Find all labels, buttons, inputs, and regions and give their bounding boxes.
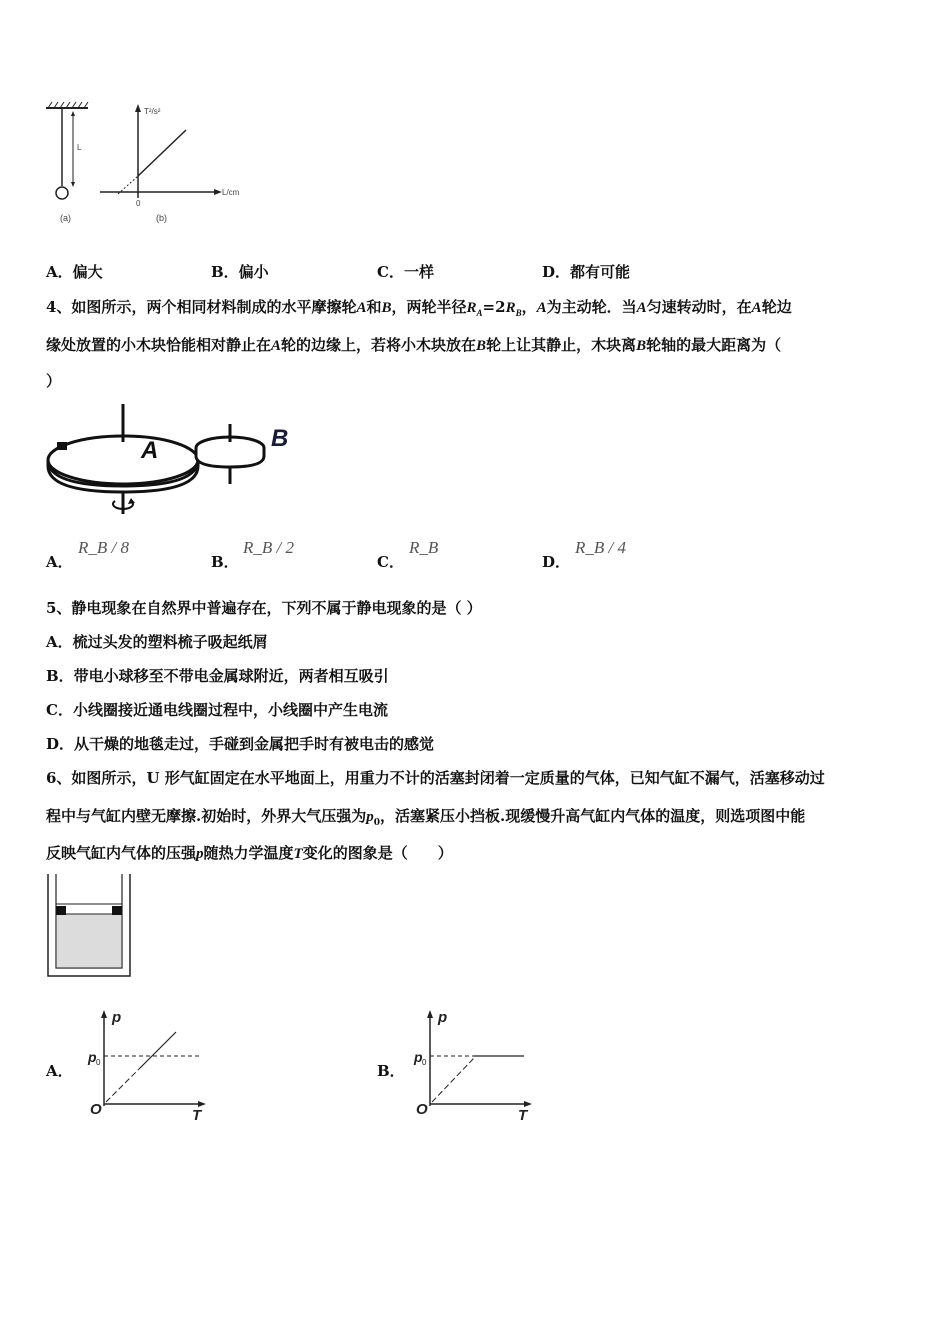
q3-option-b: B．偏小 [211,263,269,281]
q5-option-c: C．小线圈接近通电线圈过程中，小线圈中产生电流 [46,701,388,719]
q4-option-d-value: R_B / 4 [575,538,626,557]
q4-option-a-label: A． [46,553,73,571]
q3-option-c: C．一样 [377,263,434,281]
graph-a-p0-sub: 0 [96,1058,101,1067]
fig-b-x-label: L/cm [222,188,240,197]
q3-option-d: D．都有可能 [542,263,631,281]
fig-wheel-a-label: A [141,437,159,464]
q5-option-b: B．带电小球移至不带电金属球附近，两者相互吸引 [46,667,389,685]
fig-b-origin: 0 [136,199,141,208]
q6-option-b-label: B． [377,1062,405,1080]
q6-option-a-graph [84,1006,214,1126]
q5-option-a: A．梳过头发的塑料梳子吸起纸屑 [46,633,268,651]
q6-stem-line1: 6、如图所示，U 形气缸固定在水平地面上，用重力不计的活塞封闭着一定质量的气体，已知气缸不漏气，活塞移动过 [46,769,825,787]
q4-option-b-value: R_B / 2 [243,538,294,557]
graph-a-origin: O [90,1101,102,1118]
graph-b-p0-label: p [414,1049,423,1065]
q4-option-d-label: D． [542,553,571,571]
q4-option-c-value: R_B [409,538,439,557]
q5-stem: 5、静电现象在自然界中普遍存在，下列不属于静电现象的是（ ） [46,599,482,617]
q4-stem-line2: 缘处放置的小木块恰能相对静止在A轮的边缘上，若将小木块放在B轮上让其静止，木块离B轮轴的最大距离为（ [46,336,782,354]
fig-a-caption: (a) [60,213,71,223]
q3-option-a: A．偏大 [46,263,103,281]
q6-stem-line3: 反映气缸内气体的压强p随热力学温度T变化的图象是（ ） [46,844,453,862]
q3-figure [40,98,255,228]
graph-b-T-axis: T [518,1107,528,1124]
q4-option-a-value: R_B / 8 [78,538,129,557]
q4-friction-wheels-figure [45,402,305,520]
q4-option-c-label: C． [377,553,404,571]
graph-a-T-axis: T [192,1107,202,1124]
q4-stem-line1: 4、如图所示，两个相同材料制成的水平摩擦轮A和B，两轮半径$R_A=2R_B$，A为主动轮．当A匀速转动时，在A轮边 [46,298,792,318]
q4-stem-line3: ） [46,372,62,390]
q4-option-b-label: B． [211,553,239,571]
graph-b-origin: O [416,1101,428,1118]
q5-option-d: D．从干燥的地毯走过，手碰到金属把手时有被电击的感觉 [46,735,435,753]
graph-a-p-axis: p [112,1009,122,1026]
q6-option-a-label: A． [46,1062,73,1080]
q6-cylinder-figure [45,872,135,982]
q6-stem-line2: 程中与气缸内壁无摩擦.初始时，外界大气压强为$p_0$，活塞紧压小挡板.现缓慢升高气缸内气体的温度，则选项图中能 [46,807,806,828]
q6-option-b-graph [410,1006,540,1126]
fig-wheel-b-label: B [271,425,289,452]
graph-b-p-axis: p [438,1009,448,1026]
graph-a-p0-label: p [88,1049,97,1065]
fig-b-caption: (b) [156,213,167,223]
fig-b-y-label: T²/s² [144,107,161,116]
fig-a-L-label: L [77,143,82,152]
graph-b-p0-sub: 0 [422,1058,427,1067]
